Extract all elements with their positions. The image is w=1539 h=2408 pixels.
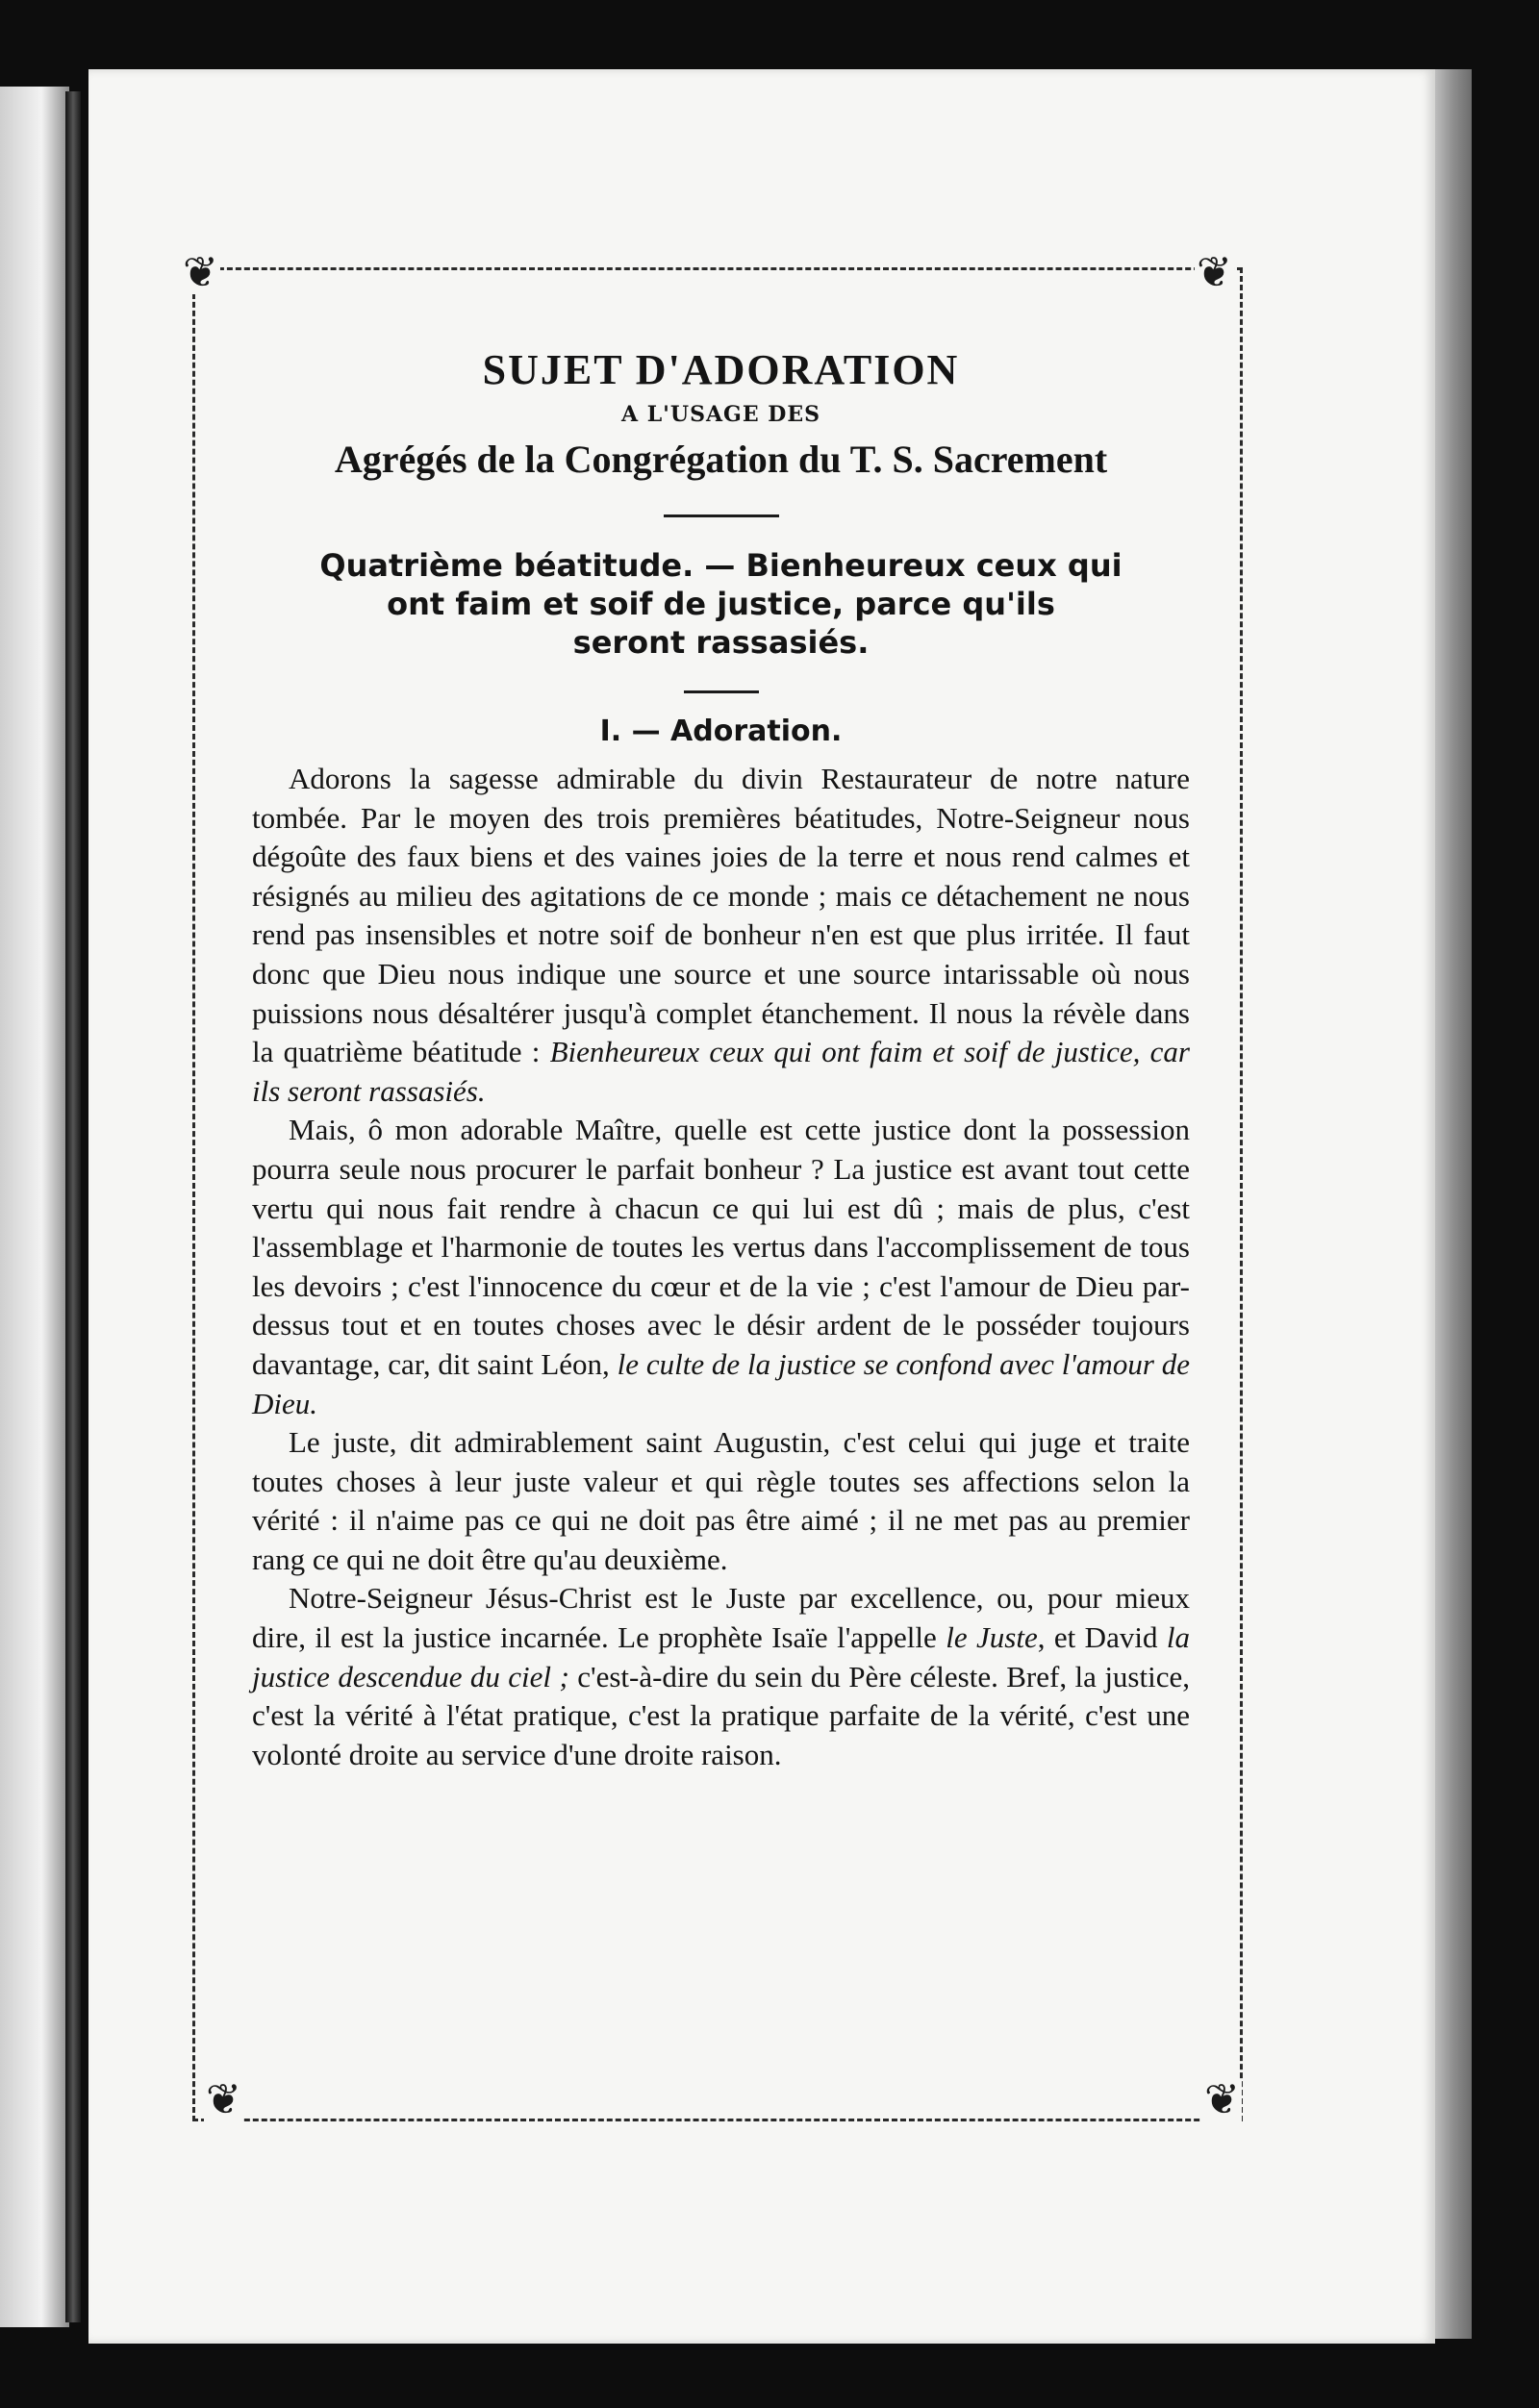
divider-rule-short <box>684 690 759 693</box>
paragraph-2 <box>252 1111 1190 1423</box>
paragraph-1-italic: Bienheureux ceux qui ont faim et soif de justice, car ils seront rassasiés. <box>252 1035 1190 1108</box>
paragraph-4-text-2: , et David <box>1037 1620 1167 1655</box>
paragraph-4-italic-1: le Juste <box>946 1620 1038 1655</box>
paragraph-3 <box>252 1423 1190 1579</box>
divider-rule <box>664 514 779 517</box>
beatitude-line-2: ont faim et soif de justice, parce qu'ils <box>387 586 1055 622</box>
corner-ornament-bottom-right: ❦ <box>1204 2075 1240 2124</box>
beatitude-line-3: seront rassasiés. <box>572 624 870 661</box>
left-page-edge <box>0 87 69 2327</box>
section-title: I. — Adoration. <box>599 715 843 748</box>
paragraph-4-text-3: c'est-à-dire du sein du Père céleste. Bref, la justice, c'est la vérité à l'état pratique, c'est la pratique parfaite de la vérité, c'est une volonté droite au service d'une droite raison. <box>252 1659 1190 1771</box>
page-content <box>252 332 1190 1774</box>
book-gutter <box>65 91 81 2322</box>
beatitude-line-1: Quatrième béatitude. — Bienheureux ceux qui <box>319 547 1123 584</box>
page-edge-stack <box>1435 69 1472 2339</box>
paragraph-2-text: Mais, ô mon adorable Maître, quelle est cette justice dont la possession pourra seule nous procurer le parfait bonheur ? La justice est avant tout cette vertu qui nous fait rendre à chacun ce qui lui est dû ; mais de plus, c'est l'assemblage et l'harmonie de toutes les vertus dans l'accomplissement de tous les devoirs ; c'est l'innocence du cœur et de la vie ; c'est l'amour de Dieu par-dessus tout et en toutes choses avec le désir ardent de le posséder toujours davantage, car, dit saint Léon, <box>252 1113 1190 1381</box>
corner-ornament-top-right: ❦ <box>1197 248 1232 297</box>
page-subtitle: A L'USAGE DES <box>620 402 821 427</box>
paragraph-1 <box>252 760 1190 1111</box>
page-title: SUJET D'ADORATION <box>482 346 960 393</box>
corner-ornament-top-left: ❦ <box>183 248 218 297</box>
paragraph-1-text: Adorons la sagesse admirable du divin Restaurateur de notre nature tombée. Par le moyen des trois premières béatitudes, Notre-Seigneur nous dégoûte des faux biens et des vaines joies de la terre et nous rend calmes et résignés au milieu des agitations de ce monde ; mais ce détachement ne nous rend pas insensibles et notre soif de bonheur n'en est que plus irritée. Il faut donc que Dieu nous indique une source et une source intarissable où nous puissions nous désaltérer jusqu'à complet étanchement. Il nous la révèle dans la quatrième béatitude : <box>252 762 1190 1069</box>
paragraph-4 <box>252 1579 1190 1774</box>
paragraph-4-italic-2: la justice descendue du ciel ; <box>252 1620 1190 1693</box>
paragraph-2-italic: le culte de la justice se confond avec l'amour de Dieu. <box>252 1346 1190 1420</box>
congregation-heading: Agrégés de la Congrégation du T. S. Sacrement <box>334 438 1108 481</box>
paragraph-3-text: Le juste, dit admirablement saint Augustin, c'est celui qui juge et traite toutes choses à leur juste valeur et qui règle toutes ses affections selon la vérité : il n'aime pas ce qui ne doit pas être aimé ; il ne met pas au premier rang ce qui ne doit être qu'au deuxième. <box>252 1425 1190 1576</box>
beatitude-statement <box>252 546 1190 662</box>
paragraph-4-text-1: Notre-Seigneur Jésus-Christ est le Juste par excellence, ou, pour mieux dire, il est la justice incarnée. Le prophète Isaïe l'appelle <box>252 1581 1190 1655</box>
corner-ornament-bottom-left: ❦ <box>206 2075 241 2124</box>
